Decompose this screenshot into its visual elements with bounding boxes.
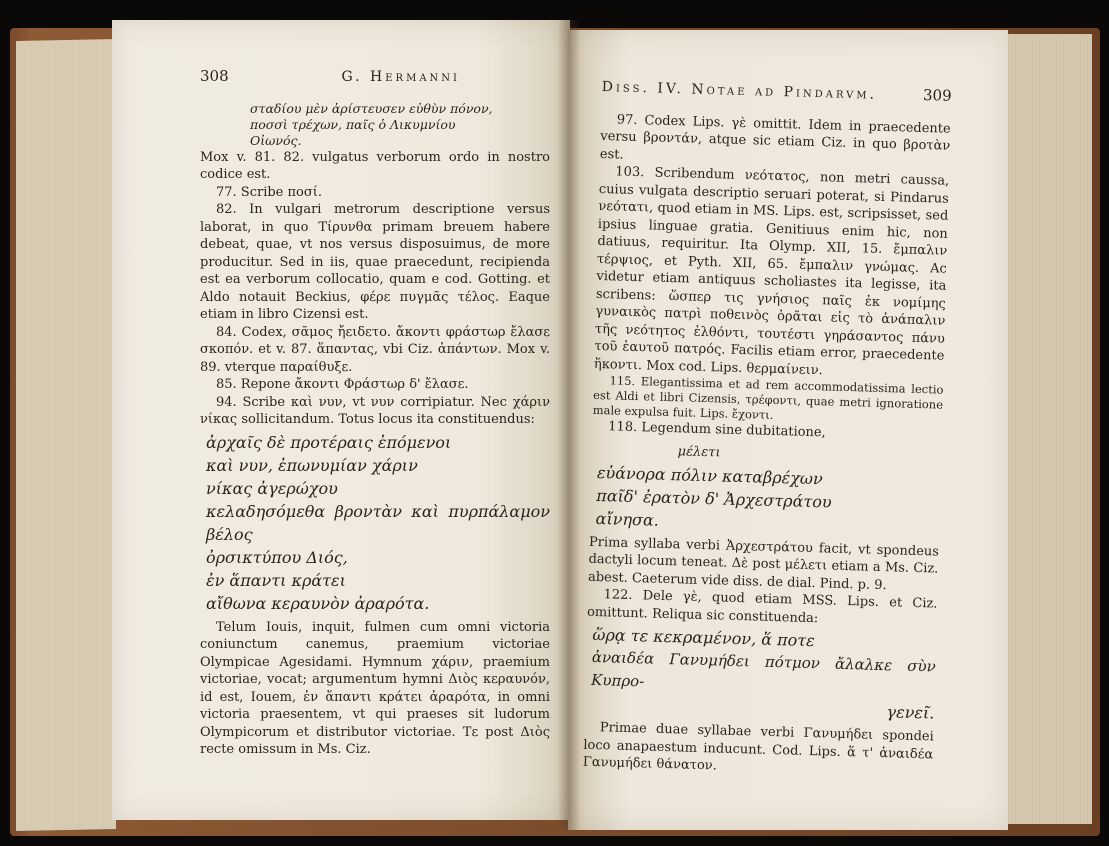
page-number: 308 xyxy=(200,67,229,85)
verse-line: νίκας ἀγερώχου xyxy=(206,478,338,498)
left-page-text xyxy=(200,68,550,759)
verse-line: Οἰωνός. xyxy=(250,132,302,148)
verse-block xyxy=(584,623,936,725)
page-edges-left xyxy=(16,39,116,831)
paragraph: 85. Repone ἄκοντι Φράστωρ δ' ἔλασε. xyxy=(216,377,469,392)
left-running-head xyxy=(200,68,550,87)
paragraph: Mox v. 81. 82. vulgatus verborum ordo in nostro codice est. xyxy=(200,149,550,182)
paragraph: 77. Scribe ποσί. xyxy=(216,184,322,200)
verse-line: ὥρᾳ τε κεκραμένον, ἅ ποτε xyxy=(592,624,816,651)
right-page xyxy=(568,30,1008,830)
paragraph: 82. In vulgari metrorum descriptione versus laborat, in quo Τίρυνθα primam breuem habere debeat, quae, vt nos versus disposuimus, de more producitur. Sed in iis, quae praecedunt, recipienda est ea verborum collocatio, quam e cod. Gotting. et Aldo notauit Beckius, φέρε πυγμᾶς τέλος. Eaque etiam in libro Cizensi est. xyxy=(200,202,550,322)
paragraph: 84. Codex, σᾶμος ἤειδετο. ἄκοντι φράστωρ ἔλασε σκοπόν. et v. 87. ἅπαντας, vbi Ciz. ἀπάντων. Mox v. 89. vterque παραίθυξε. xyxy=(200,324,550,375)
paragraph: 97. Codex Lips. γὲ omittit. Idem in praecedente versu βροντάν, atque sic etiam Ciz. in quo βροτὰν est. xyxy=(599,111,951,163)
verse-line: αἴθωνα κεραυνὸν ἀραρότα. xyxy=(206,593,430,613)
running-title: Diss. IV. Notae ad Pindarvm. xyxy=(601,78,878,103)
verse-line: ἐν ἅπαντι κράτει xyxy=(206,570,346,590)
verse-line: παῖδ' ἐρατὸν δ' Ἀρχεστράτου xyxy=(596,485,832,512)
verse-line: αἴνησα. xyxy=(595,508,660,530)
verse-line: σταδίου μὲν ἀρίστευσεν εὐθὺν πόνον, xyxy=(250,100,493,116)
paragraph: Telum Iouis, inquit, fulmen cum omni victoria coniunctum canemus, praemium victoriae Olympicae Agesidami. Hymnum χάριν, praemium victoriae, vocat; argumentum hymni Διὸς κεραυνόν, id est, Iouem, ἐν ἅπαντι κράτει ἀραρότα, in omni victoria praesentem, vt qui praeses sit ludorum Olympicorum et distributor victoriae. Τε post Διὸς recte omissum in Ms. Ciz. xyxy=(200,619,550,757)
verse-line: καὶ νυν, ἐπωνυμίαν χάριν xyxy=(206,455,418,475)
verse-line: κελαδησόμεθα βροντὰν καὶ πυρπάλαμον βέλος xyxy=(206,501,550,544)
verse-block xyxy=(589,437,941,539)
book-gutter xyxy=(558,20,580,830)
verse-line: εὐάνορα πόλιν καταβρέχων xyxy=(596,462,823,488)
right-page-text xyxy=(583,78,952,781)
paragraph: 94. Scribe καὶ νυν, vt νυν corripiatur. Nec χάριν νίκας sollicitandum. Totus locus ita constituendus: xyxy=(200,394,550,427)
page-number: 309 xyxy=(922,85,952,105)
verse-line: ὀρσικτύπου Διός, xyxy=(206,547,348,567)
right-running-head xyxy=(601,78,951,106)
paragraph: 103. Scribendum νεότατος, non metri caussa, cuius vulgata descriptio seruari poterat, si Pindarus νεότατι, quod etiam in MS. Lips. est, scripsisset, sed ipsius linguae gratia. Genitiuus enim hic, non datiuus, requiritur. Ita Olymp. XII, 15. ἔμπαλιν τέρψιος, et Pyth. XII, 65. ἔμπαλιν γνώμας. Ac videtur etiam antiquus scholiastes ita legisse, ita scribens: ὥσπερ τις γνήσιος παῖς ἐκ νομίμης γυναικὸς πατρὶ ποθεινὸς ὁρᾶται εἰς τὸ ἀνάπαλιν τῆς νεότητος ἐλθόντι, τουτέστι γηράσαντος πάνυ τοῦ ἑαυτοῦ πατρός. Facilis etiam error, praecedente ἥκοντι. Mox cod. Lips. θερμαίνειν. xyxy=(593,164,950,378)
paragraph: 122. Dele γὲ, quod etiam MSS. Lips. et Ciz. omittunt. Reliqua sic constituenda: xyxy=(586,587,938,626)
paragraph: Prima syllaba verbi Ἀρχεστράτου facit, vt spondeus dactyli locum teneat. Δὲ post μέλετι etiam a Ms. Ciz. abest. Caeterum vide diss. de dial. Pind. p. 9. xyxy=(587,534,940,593)
verse-line: ἀναιδέα Γανυμήδει πότμον ἄλαλκε σὺν Κυπρο- xyxy=(590,647,936,691)
paragraph: 118. Legendum sine dubitatione, xyxy=(608,419,826,441)
page-edges-right xyxy=(1000,34,1092,824)
verse-line: γενεῖ. xyxy=(886,702,935,723)
paragraph: 115. Elegantissima et ad rem accommodatissima lectio est Aldi et libri Cizensis, τρέφοντι, quae metri ignoratione male expulsa fuit. Lips. ἔχοντι. xyxy=(592,373,944,422)
verse-block xyxy=(200,101,550,149)
paragraph: Primae duae syllabae verbi Γανυμήδει spondei loco anapaestum inducunt. Cod. Lips. ἅ τ' ἀναιδέα Γανυμήδει θάνατον. xyxy=(582,720,934,774)
verse-block xyxy=(200,431,550,615)
verse-line: ποσσὶ τρέχων, παῖς ὁ Λικυμνίου xyxy=(250,116,456,132)
verse-line: ἀρχαῖς δὲ προτέραις ἑπόμενοι xyxy=(206,432,452,452)
verse-line: μέλετι xyxy=(677,443,721,460)
left-page xyxy=(112,20,570,820)
running-title: G. Hermanni xyxy=(341,69,460,85)
